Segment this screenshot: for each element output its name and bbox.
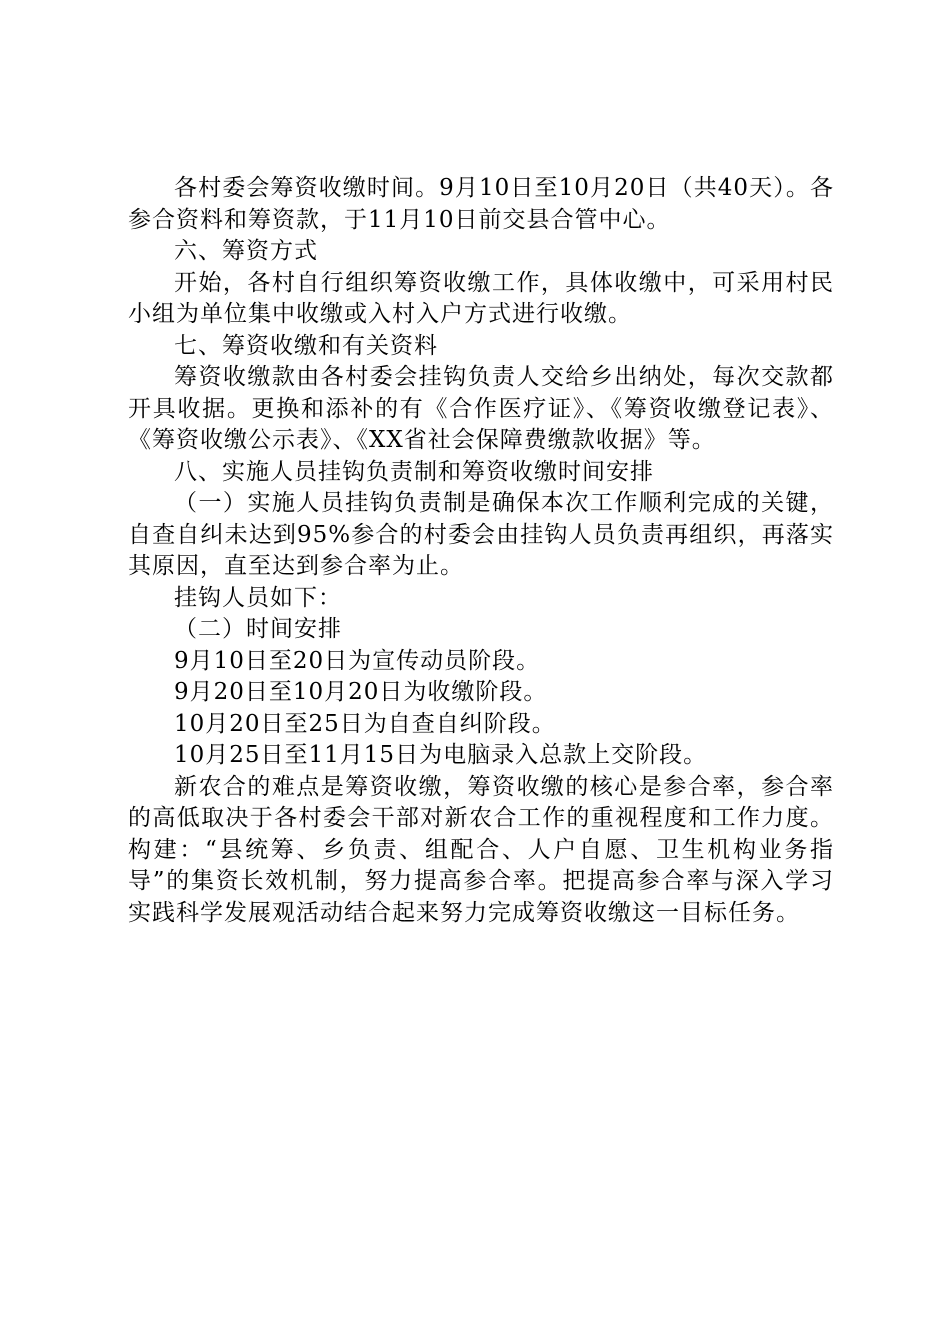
schedule-item-collection: 9月20日至10月20日为收缴阶段。 <box>174 679 548 705</box>
schedule-item-publicity: 9月10日至20日为宣传动员阶段。 <box>174 647 541 674</box>
paragraph-staff-list: 挂钩人员如下： <box>174 584 342 611</box>
paragraph-responsibility: （一）实施人员挂钩负责制是确保本次工作顺利完成的关键，自查自纠未达到95%参合的村委会由挂钩人员负责再组织，再落实其原因，直至达到参合率为止。 <box>128 490 834 579</box>
heading-section-6: 六、筹资方式 <box>174 238 318 264</box>
heading-section-7: 七、筹资收缴和有关资料 <box>174 332 438 359</box>
paragraph-schedule-heading: （二）时间安排 <box>174 616 342 642</box>
schedule-item-data-entry: 10月25日至11月15日为电脑录入总款上交阶段。 <box>174 742 708 768</box>
paragraph-collection-time: 各村委会筹资收缴时间。9月10日至10月20日（共40天）。各参合资料和筹资款，于11月10日前交县合管中心。 <box>128 175 834 233</box>
paragraph-collection-materials: 筹资收缴款由各村委会挂钩负责人交给乡出纳处，每次交款都开具收据。更换和添补的有《合作医疗证》、《筹资收缴登记表》、《筹资收缴公示表》、《XX省社会保障费缴款收据》等。 <box>128 364 834 453</box>
heading-section-8: 八、实施人员挂钩负责制和筹资收缴时间安排 <box>174 458 654 485</box>
document-body <box>128 173 834 929</box>
paragraph-conclusion: 新农合的难点是筹资收缴，筹资收缴的核心是参合率，参合率的高低取决于各村委会干部对新农合工作的重视程度和工作力度。构建：“县统筹、乡负责、组配合、人户自愿、卫生机构业务指导”的集资长效机制，努力提高参合率。把提高参合率与深入学习实践科学发展观活动结合起来努力完成筹资收缴这一目标任务。 <box>128 773 834 926</box>
schedule-item-self-check: 10月20日至25日为自查自纠阶段。 <box>174 710 556 737</box>
paragraph-collection-method: 开始，各村自行组织筹资收缴工作，具体收缴中，可采用村民小组为单位集中收缴或入村入户方式进行收缴。 <box>128 269 834 327</box>
